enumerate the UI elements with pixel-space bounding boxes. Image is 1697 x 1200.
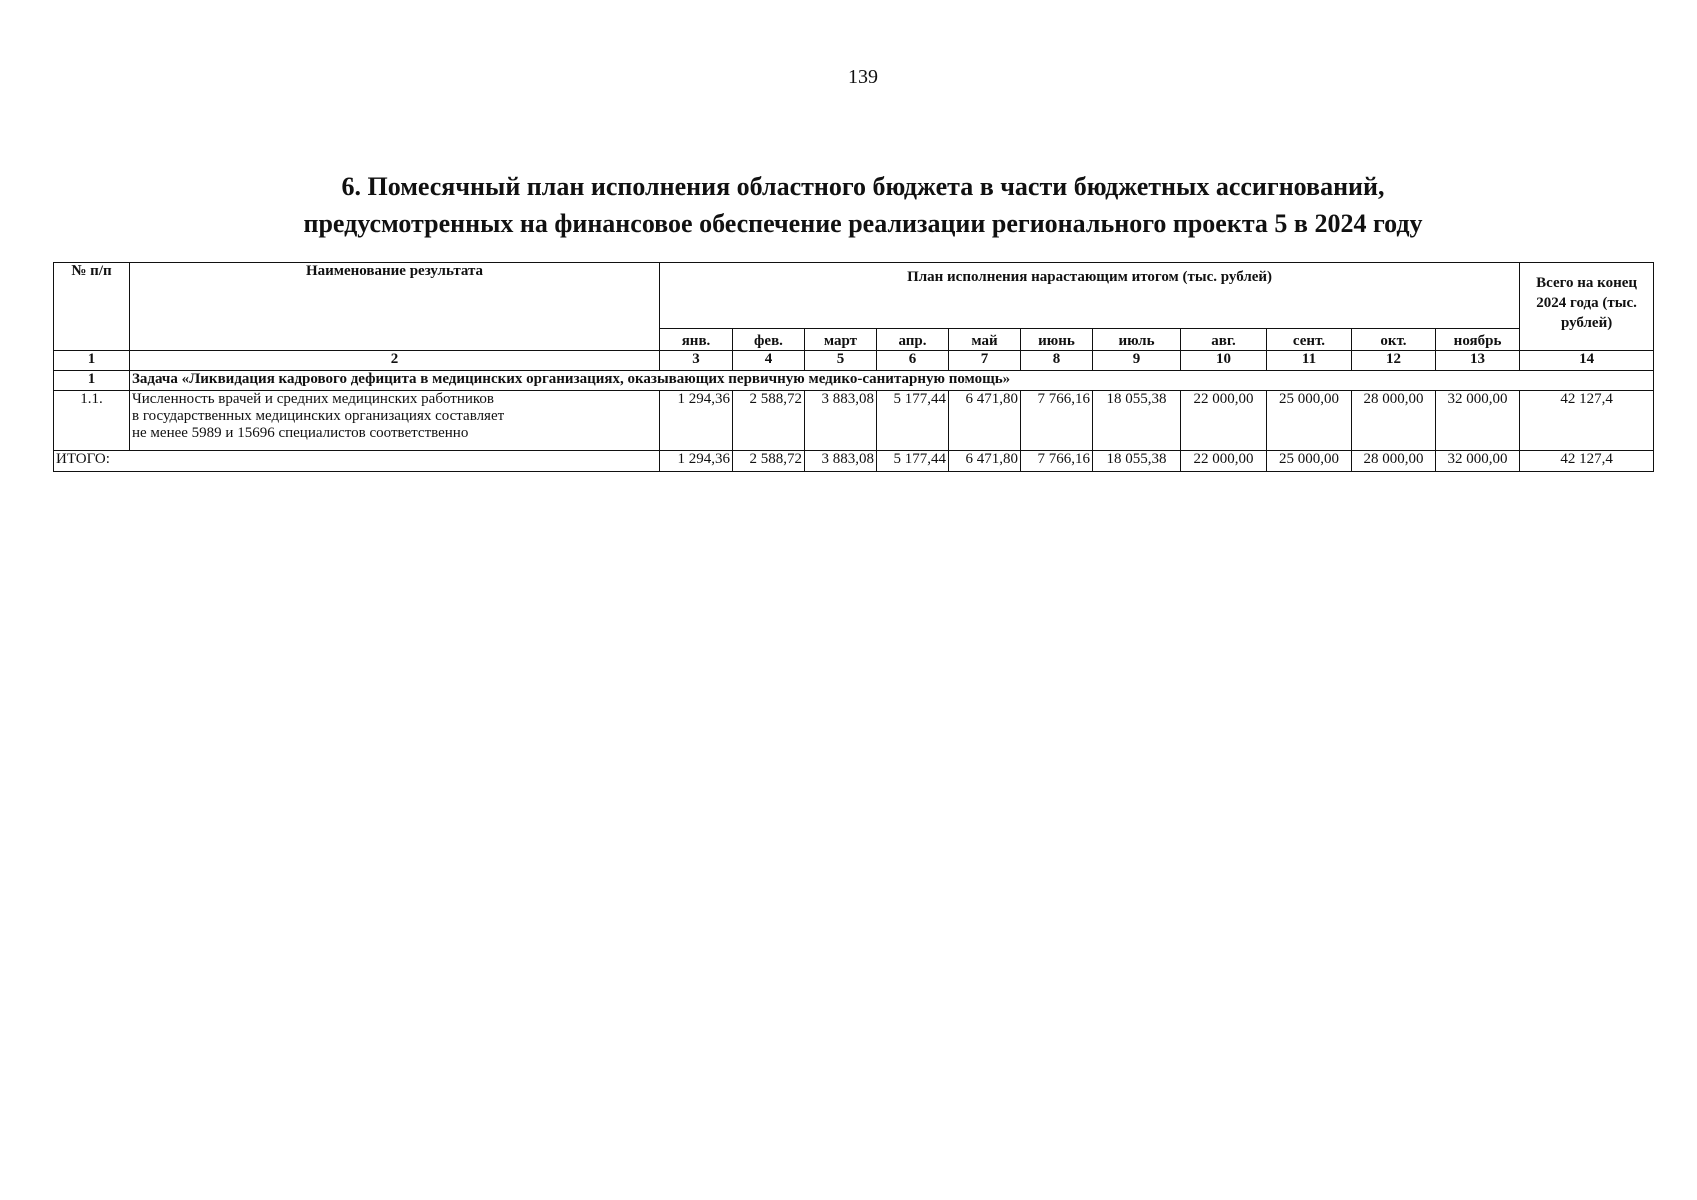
result-num: 1.1. [54, 391, 130, 451]
itogo-value: 3 883,08 [805, 451, 877, 472]
task-row [54, 371, 1654, 391]
column-number: 3 [660, 351, 733, 371]
column-number: 14 [1520, 351, 1654, 371]
value-cell: 5 177,44 [877, 391, 949, 451]
column-number: 13 [1436, 351, 1520, 371]
value-cell: 28 000,00 [1352, 391, 1436, 451]
month-header: март [805, 329, 877, 351]
month-header: сент. [1267, 329, 1352, 351]
itogo-value: 28 000,00 [1352, 451, 1436, 472]
column-number: 4 [733, 351, 805, 371]
task-name: Задача «Ликвидация кадрового дефицита в медицинских организациях, оказывающих первичную медико-санитарную помощь» [130, 371, 1654, 391]
month-header: апр. [877, 329, 949, 351]
value-cell: 18 055,38 [1093, 391, 1181, 451]
result-name-line: в государственных медицинских организациях составляет [132, 408, 505, 424]
itogo-value: 18 055,38 [1093, 451, 1181, 472]
itogo-value: 7 766,16 [1021, 451, 1093, 472]
column-number: 9 [1093, 351, 1181, 371]
page-number: 139 [848, 66, 878, 88]
itogo-value: 32 000,00 [1436, 451, 1520, 472]
value-cell: 25 000,00 [1267, 391, 1352, 451]
itogo-value: 1 294,36 [660, 451, 733, 472]
month-header: фев. [733, 329, 805, 351]
column-number: 11 [1267, 351, 1352, 371]
value-cell: 1 294,36 [660, 391, 733, 451]
month-header: окт. [1352, 329, 1436, 351]
month-header: ноябрь [1436, 329, 1520, 351]
header-row [54, 263, 1654, 329]
itogo-value: 6 471,80 [949, 451, 1021, 472]
title-line-1: 6. Помесячный план исполнения областного бюджета в части бюджетных ассигнований, [341, 172, 1385, 201]
column-numbers-row [54, 351, 1654, 371]
result-row [54, 391, 1654, 451]
header-plan: План исполнения нарастающим итогом (тыс. рублей) [660, 263, 1520, 329]
document-title [0, 168, 1697, 242]
column-number: 8 [1021, 351, 1093, 371]
header-num: № п/п [54, 263, 130, 351]
value-cell: 7 766,16 [1021, 391, 1093, 451]
budget-plan-table [53, 262, 1654, 472]
column-number: 10 [1181, 351, 1267, 371]
itogo-value: 22 000,00 [1181, 451, 1267, 472]
value-cell: 32 000,00 [1436, 391, 1520, 451]
total-cell: 42 127,4 [1520, 391, 1654, 451]
title-line-2: предусмотренных на финансовое обеспечение реализации регионального проекта 5 в 2024 году [303, 209, 1423, 238]
month-header: янв. [660, 329, 733, 351]
header-name: Наименование результата [130, 263, 660, 351]
value-cell: 6 471,80 [949, 391, 1021, 451]
month-header: авг. [1181, 329, 1267, 351]
column-number: 7 [949, 351, 1021, 371]
itogo-value: 5 177,44 [877, 451, 949, 472]
column-number: 12 [1352, 351, 1436, 371]
value-cell: 3 883,08 [805, 391, 877, 451]
column-number: 5 [805, 351, 877, 371]
month-header: июнь [1021, 329, 1093, 351]
month-header: июль [1093, 329, 1181, 351]
result-name-line: не менее 5989 и 15696 специалистов соответственно [132, 425, 469, 441]
itogo-total: 42 127,4 [1520, 451, 1654, 472]
result-name [130, 391, 660, 451]
itogo-label: ИТОГО: [54, 451, 660, 472]
itogo-row [54, 451, 1654, 472]
value-cell: 2 588,72 [733, 391, 805, 451]
header-total: Всего на конец 2024 года (тыс. рублей) [1520, 263, 1654, 351]
value-cell: 22 000,00 [1181, 391, 1267, 451]
column-number: 1 [54, 351, 130, 371]
itogo-value: 2 588,72 [733, 451, 805, 472]
month-header: май [949, 329, 1021, 351]
task-num: 1 [54, 371, 130, 391]
column-number: 6 [877, 351, 949, 371]
column-number: 2 [130, 351, 660, 371]
result-name-line: Численность врачей и средних медицинских работников [132, 391, 494, 407]
itogo-value: 25 000,00 [1267, 451, 1352, 472]
